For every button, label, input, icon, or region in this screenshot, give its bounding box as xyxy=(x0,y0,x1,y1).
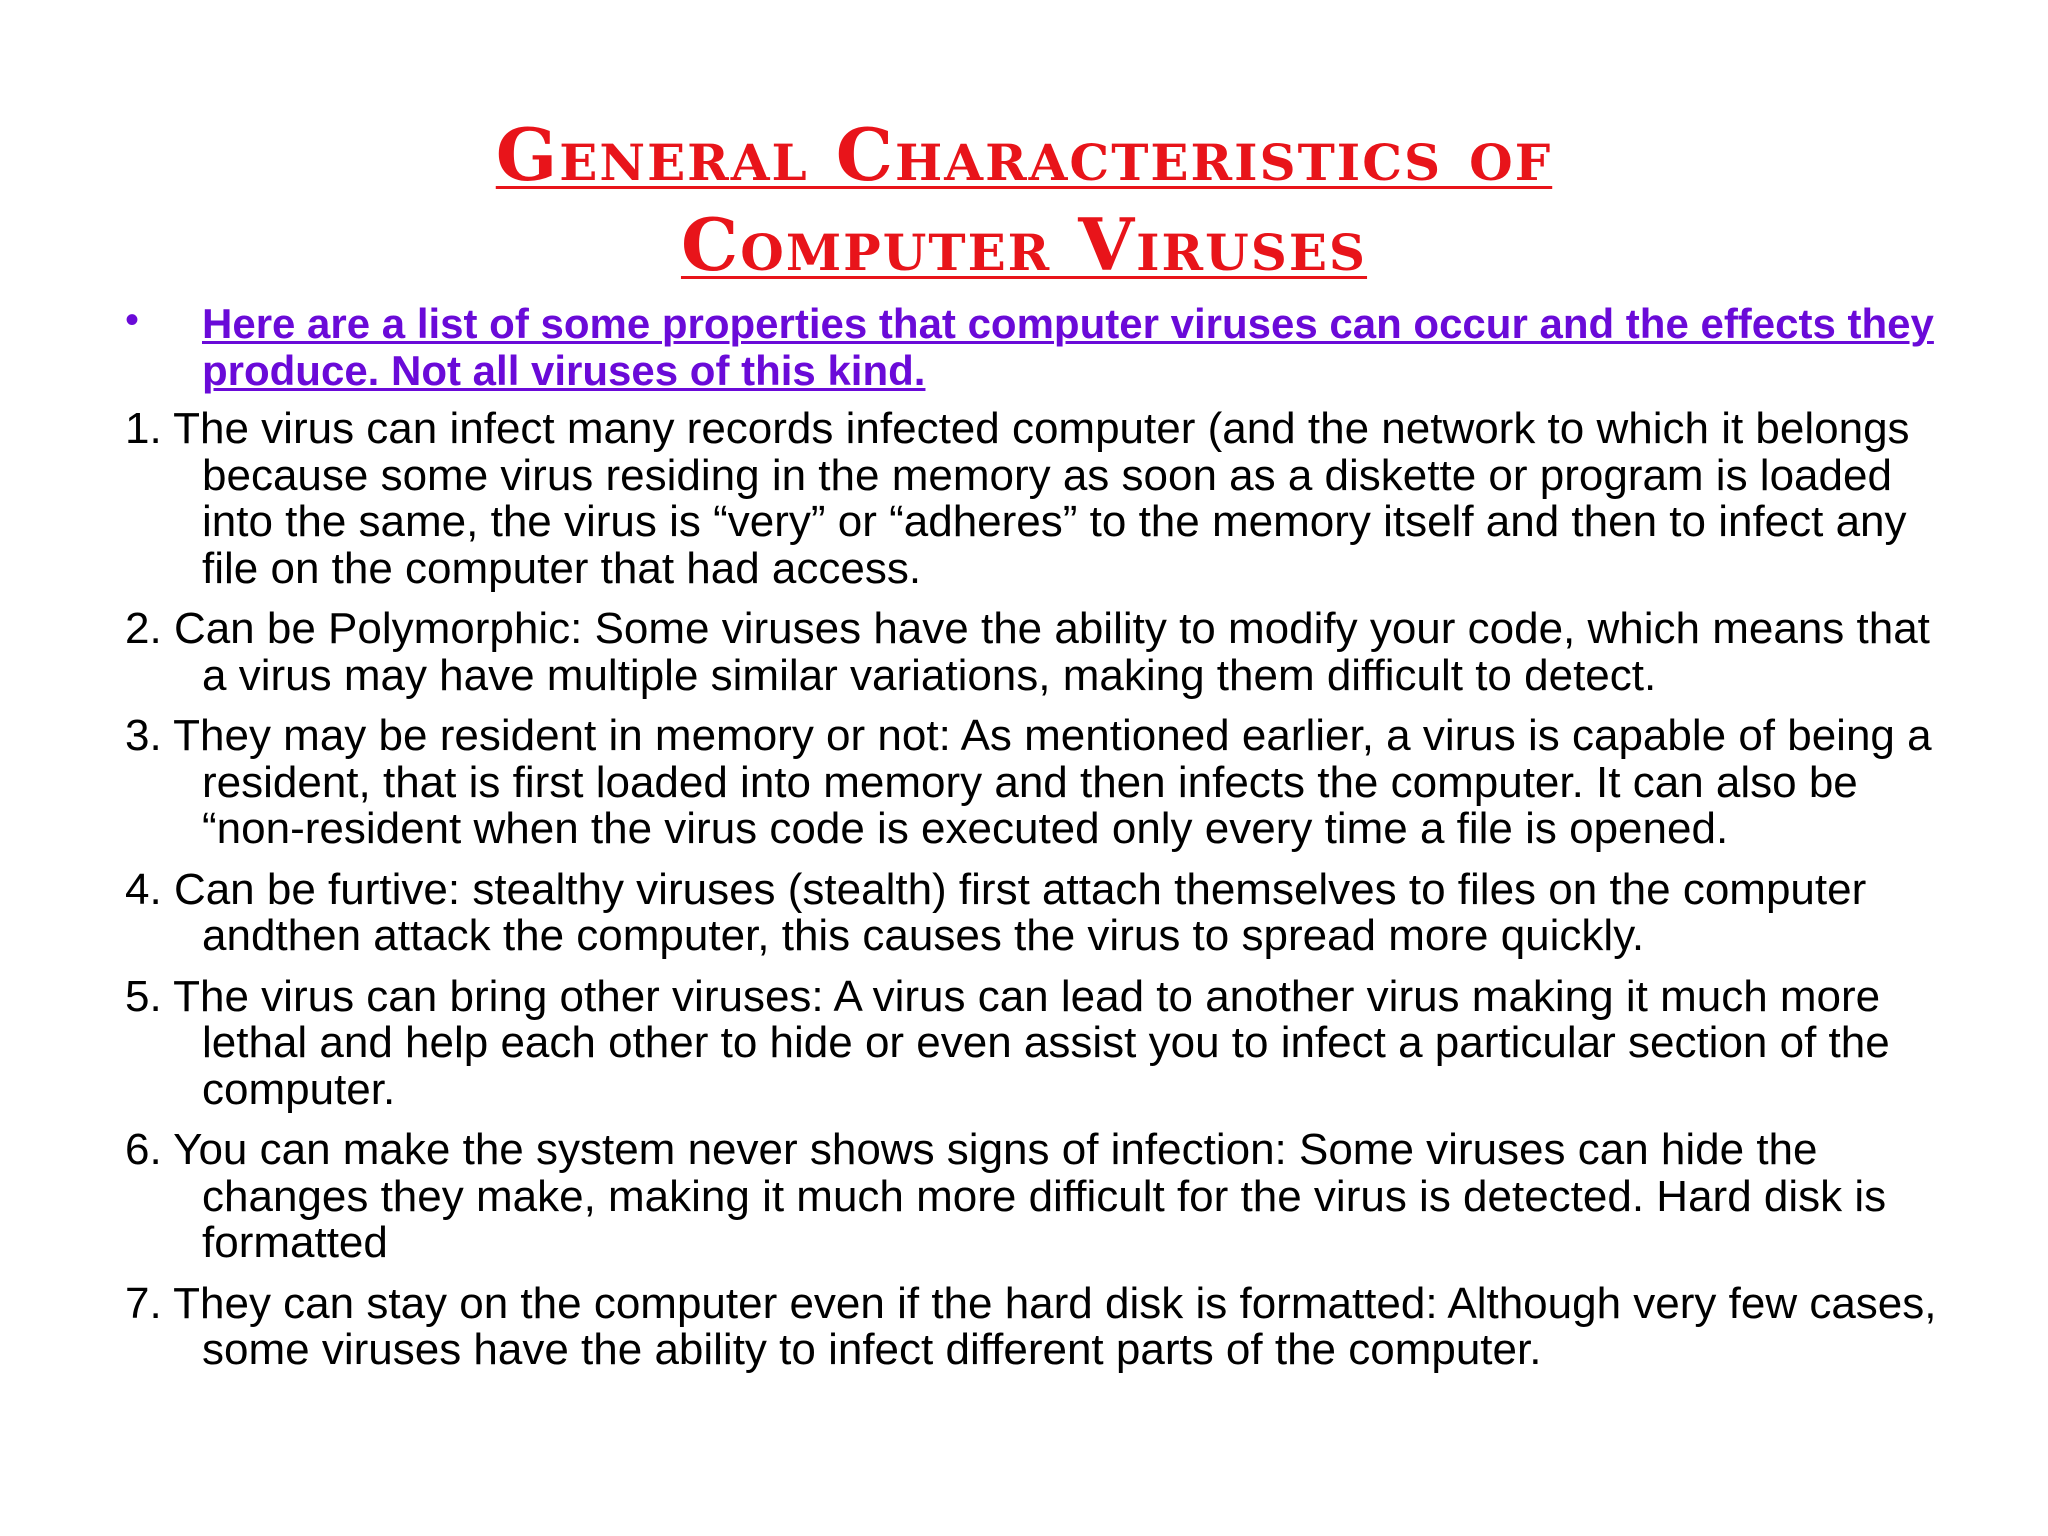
list-item xyxy=(125,406,1955,592)
bullet-icon: • xyxy=(125,298,140,342)
list-item-text: They may be resident in memory or not: As mentioned earlier, a virus is capable of being a resident, that is first loaded into memory and then infects the computer. It can also be “non-resident when the virus code is executed only every time a file is opened. xyxy=(173,711,1932,853)
slide-title xyxy=(0,110,2048,290)
list-item-text: Can be Polymorphic: Some viruses have the ability to modify your code, which means that a virus may have multiple similar variations, making them difficult to detect. xyxy=(173,604,1930,700)
intro-text: Here are a list of some properties that computer viruses can occur and the effects they produce. Not all viruses of this kind. xyxy=(202,300,1934,394)
list-item xyxy=(125,1127,1955,1267)
list-item-text: You can make the system never shows signs of infection: Some viruses can hide the changes they make, making it much more difficult for the virus is detected. Hard disk is formatted xyxy=(173,1125,1887,1267)
list-item-text: Can be furtive: stealthy viruses (stealth) first attach themselves to files on the computer andthen attack the computer, this causes the virus to spread more quickly. xyxy=(173,864,1867,960)
list-item xyxy=(125,1278,1955,1374)
intro-paragraph xyxy=(125,300,1955,394)
list-item xyxy=(125,971,1955,1114)
properties-list xyxy=(125,406,1955,1374)
list-item-number: 2. xyxy=(125,604,162,653)
list-item-number: 1. xyxy=(125,404,162,453)
slide-body xyxy=(125,300,1955,1388)
list-item-number: 6. xyxy=(125,1125,162,1174)
list-item xyxy=(125,713,1955,853)
list-item-text: The virus can bring other viruses: A virus can lead to another virus making it much more lethal and help each other to hide or even assist you to infect a particular section of the computer. xyxy=(173,971,1890,1114)
slide-title-line-1: General Characteristics of xyxy=(495,112,1553,197)
list-item xyxy=(125,606,1955,699)
list-item-text: The virus can infect many records infected computer (and the network to which it belongs because some virus residing in the memory as soon as a diskette or program is loaded into the same, the virus is “very” or “adheres” to the memory itself and then to infect any file on the computer that had access. xyxy=(173,404,1910,593)
list-item xyxy=(125,864,1955,960)
list-item-number: 5. xyxy=(125,971,162,1021)
list-item-text: They can stay on the computer even if the hard disk is formatted: Although very few cases, some viruses have the ability to infect different parts of the computer. xyxy=(173,1278,1937,1374)
list-item-number: 7. xyxy=(125,1278,162,1328)
list-item-number: 4. xyxy=(125,864,162,914)
slide-title-line-2: Computer Viruses xyxy=(680,202,1368,287)
list-item-number: 3. xyxy=(125,711,162,760)
